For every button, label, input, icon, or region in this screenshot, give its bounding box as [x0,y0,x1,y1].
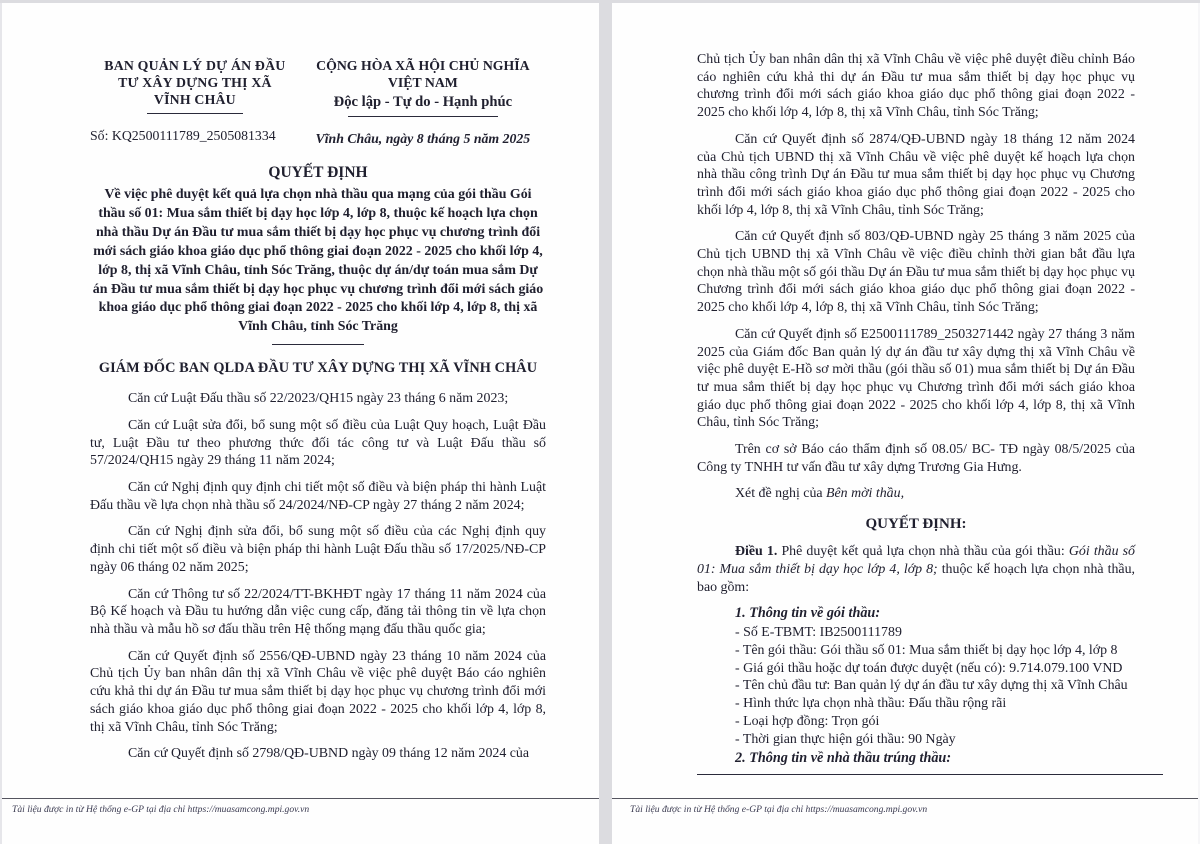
issuing-org-line: BAN QUẢN LÝ DỰ ÁN ĐẦU [104,58,286,73]
page-divider [599,3,612,844]
footer-note: Tài liệu được in từ Hệ thống e-GP tại địa chỉ https://muasamcong.mpi.gov.vn [12,804,310,815]
national-header-block [300,57,546,147]
package-info-item: - Thời gian thực hiện gói thầu: 90 Ngày [735,731,956,747]
package-info-item: - Số E-TBMT: IB2500111789 [735,625,902,641]
doc-subtitle: Về việc phê duyệt kết quả lựa chọn nhà thầu qua mạng của gói thầu Gói thầu số 01: Mua sắm thiết bị dạy học lớp 4, lớp 8, thuộc kế hoạch lựa chọn nhà thầu Dự án Đầu tư mua sắm thiết bị dạy học phục vụ chương trình đổi mới sách giáo khoa giáo dục phổ thông giai đoạn 2022 - 2025 cho khối lớp 4, lớp 8, thị xã Vĩnh Châu, tỉnh Sóc Trăng, thuộc dự án/dự toán mua sắm Dự án Đầu tư mua sắm thiết bị dạy học phục vụ chương trình đổi mới sách giáo khoa giáo dục phổ thông giai đoạn 2022 - 2025 cho khối lớp 4, lớp 8, thị xã Vĩnh Châu, tỉnh Sóc Trăng [92,187,544,335]
consideration-paragraph [697,485,1135,503]
consideration-text: Xét đề nghị của [735,486,827,502]
legal-basis-paragraph: Căn cứ Thông tư số 22/2024/TT-BKHĐT ngày 17 tháng 11 năm 2024 của Bộ Kế hoạch và Đầu tu hướng dẫn việc cung cấp, đăng tải thông tin về lựa chọn nhà thầu và mẫu hồ sơ đấu thầu trên Hệ thống mạng đấu thầu quốc gia; [90,586,546,637]
package-info-item: - Giá gói thầu hoặc dự toán được duyệt (nếu có): 9.714.079.100 VND [735,660,1123,676]
article-1-package-name: Gói thầu số 01: Mua sắm thiết bị dạy học lớp 4, lớp 8; [697,544,1135,577]
issuing-org-block [90,57,300,147]
legal-basis-paragraph: Căn cứ Quyết định số 2556/QĐ-UBND ngày 23 tháng 10 năm 2024 của Chủ tịch Ủy ban nhân dân thị xã Vĩnh Châu về việc phê duyệt Báo cáo nghiên cứu khả thi dự án Đầu tư mua sắm thiết bị dạy học phục vụ chương trình đổi mới sách giáo khoa giáo dục phổ thông giai đoạn 2022 - 2025 cho khối lớp 4, lớp 8, thị xã Vĩnh Châu, tỉnh Sóc Trăng; [90,648,546,735]
legal-basis-paragraph: Căn cứ Quyết định số E2500111789_2503271442 ngày 27 tháng 3 năm 2025 của Giám đốc Ban quản lý dự án đầu tư xây dựng thị xã Vĩnh Châu về việc phê duyệt E-Hồ sơ mời thầu (gói thầu số 01) mua sắm thiết bị Dự án Đầu tư mua sắm thiết bị dạy học phục vụ Chương trình đổi mới sách giáo khoa giáo dục phổ thông giai đoạn 2022 - 2025 cho khối lớp 4, lớp 8, thị xã Vĩnh Châu, tỉnh Sóc Trăng; [697,326,1135,431]
package-info-item: - Loại hợp đồng: Trọn gói [735,714,880,730]
doc-title: QUYẾT ĐỊNH [268,164,368,181]
national-motto: Độc lập - Tự do - Hạnh phúc [333,94,513,110]
article-1-text: Phê duyệt kết quả lựa chọn nhà thầu của gói thầu: [777,544,1069,560]
footer-rule [612,798,1198,799]
authority-heading: GIÁM ĐỐC BAN QLDA ĐẦU TƯ XÂY DỰNG THỊ XÃ VĨNH CHÂU [98,360,538,377]
page-2-footer [612,798,1198,815]
legal-basis-paragraph: Căn cứ Nghị định quy định chi tiết một số điều và biện pháp thi hành Luật Đấu thầu về lựa chọn nhà thầu số 24/2024/NĐ-CP ngày 27 tháng 2 năm 2024; [90,480,546,513]
org-underline-rule [147,113,243,114]
footer-note: Tài liệu được in từ Hệ thống e-GP tại địa chỉ https://muasamcong.mpi.gov.vn [630,804,928,815]
legal-basis-paragraph: Căn cứ Nghị định sửa đổi, bổ sung một số điều của các Nghị định quy định chi tiết một số điều và biện pháp thi hành Luật Đấu thầu số 17/2025/NĐ-CP ngày 06 tháng 02 năm 2025; [90,524,546,575]
consideration-party: Bên mời thầu, [826,486,905,502]
page-2 [612,3,1198,844]
decision-heading: QUYẾT ĐỊNH: [865,516,967,533]
legal-basis-paragraph: Căn cứ Luật sửa đổi, bổ sung một số điều của Luật Quy hoạch, Luật Đầu tư, Luật Đầu tư theo phương thức đối tác công tư và Luật Đấu thầu số 57/2024/QH15 ngày 29 tháng 11 năm 2024; [90,417,546,469]
page-2-content [612,3,1198,775]
page-1-footer [2,798,599,815]
national-header: CỘNG HÒA XÃ HỘI CHỦ NGHĨA VIỆT NAM [316,58,530,90]
package-info-heading: 1. Thông tin về gói thầu: [735,605,881,622]
article-1-paragraph [697,543,1135,596]
package-info-item: - Tên chủ đầu tư: Ban quản lý dự án đầu tư xây dựng thị xã Vĩnh Châu [735,678,1128,694]
doc-number: Số: KQ2500111789_2505081334 [90,128,276,143]
page-1-header [90,57,546,147]
package-info-item: - Hình thức lựa chọn nhà thầu: Đấu thầu rộng rãi [735,696,1007,712]
footer-rule [2,798,599,799]
legal-basis-paragraph: Căn cứ Quyết định số 2874/QĐ-UBND ngày 18 tháng 12 năm 2024 của Chủ tịch UBND thị xã Vĩnh Châu về việc phê duyệt kế hoạch lựa chọn nhà thầu công trình Dự án Đầu tư mua sắm thiết bị dạy học phục vụ Chương trình đổi mới sách giáo khoa giáo dục phổ thông giai đoạn 2022 - 2025 cho khối lớp 4, lớp 8, thị xã Vĩnh Châu, tỉnh Sóc Trăng; [697,131,1135,218]
article-1-text-after: thuộc kế hoạch lựa chọn nhà thầu, bao gồm: [697,561,1135,595]
winner-info-heading: 2. Thông tin về nhà thầu trúng thầu: [735,749,952,766]
article-1-label: Điều 1. [735,544,778,560]
legal-basis-paragraph: Căn cứ Quyết định số 803/QĐ-UBND ngày 25 tháng 3 năm 2025 của Chủ tịch UBND thị xã Vĩnh Châu về việc điều chỉnh thời gian bắt đầu lựa chọn nhà thầu một số gói thầu Dự án Đầu tư mua sắm thiết bị dạy học phục vụ Chương trình đổi mới sách giáo khoa giáo dục phổ thông giai đoạn 2022 - 2025 cho khối lớp 4, lớp 8, thị xã Vĩnh Châu, tỉnh Sóc Trăng; [697,229,1135,316]
issuing-org-line: VĨNH CHÂU [153,92,236,107]
motto-underline-rule [348,116,498,117]
appraisal-report-paragraph: Trên cơ sở Báo cáo thẩm định số 08.05/ BC- TĐ ngày 08/5/2025 của Công ty TNHH tư vấn đầu tư xây dựng Trương Gia Hưng. [697,442,1135,475]
issuing-org-line: TƯ XÂY DỰNG THỊ XÃ [118,75,272,90]
page-1-content [2,3,599,763]
legal-basis-paragraph: Căn cứ Luật Đấu thầu số 22/2023/QH15 ngày 23 tháng 6 năm 2023; [128,391,509,407]
continuation-paragraph: Chủ tịch Ủy ban nhân dân thị xã Vĩnh Châu về việc phê duyệt điều chỉnh Báo cáo nghiên cứu khả thi dự án Đầu tư mua sắm thiết bị dạy học phục vụ chương trình đổi mới sách giáo khoa giáo dục phổ thông giai đoạn 2022 - 2025 cho khối lớp 4, lớp 8, thị xã Vĩnh Châu, tỉnh Sóc Trăng; [697,52,1135,121]
title-underline-rule [272,344,364,345]
page-1 [0,3,599,844]
legal-basis-paragraph: Căn cứ Quyết định số 2798/QĐ-UBND ngày 09 tháng 12 năm 2024 của [128,746,530,762]
table-top-rule [697,774,1163,775]
dateline: Vĩnh Châu, ngày 8 tháng 5 năm 2025 [315,131,531,146]
package-info-item: - Tên gói thầu: Gói thầu số 01: Mua sắm thiết bị dạy học lớp 4, lớp 8 [735,642,1118,658]
